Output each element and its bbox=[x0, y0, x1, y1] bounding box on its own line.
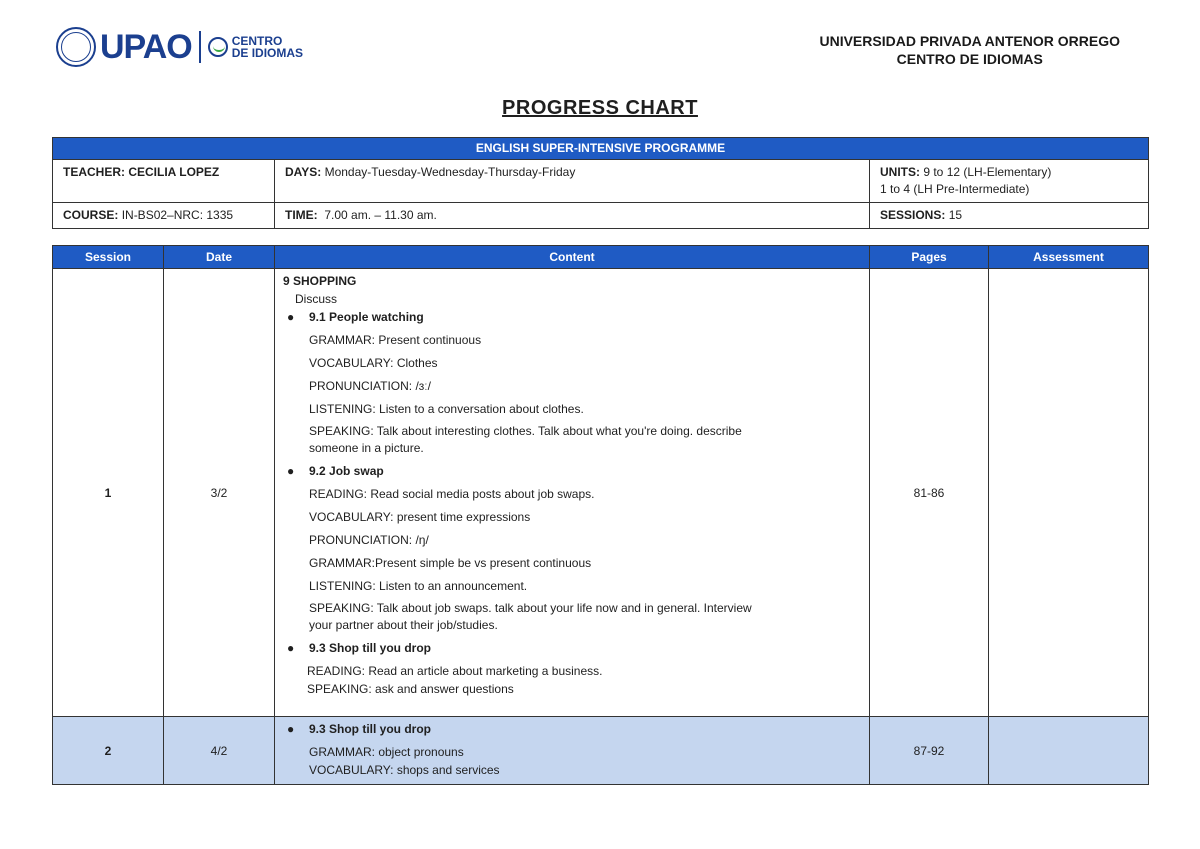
content-line: READING: Read social media posts about job swaps. bbox=[309, 487, 595, 501]
column-header-session: Session bbox=[53, 246, 164, 269]
content-line: someone in a picture. bbox=[309, 441, 424, 455]
lesson-heading: ● 9.1 People watching bbox=[287, 310, 424, 324]
teacher-cell: TEACHER: CECILIA LOPEZ bbox=[53, 160, 275, 203]
session-content bbox=[275, 717, 870, 785]
table-row bbox=[53, 269, 1149, 717]
content-line: GRAMMAR: Present continuous bbox=[309, 333, 482, 347]
session-date: 4/2 bbox=[164, 717, 275, 785]
bullet-icon: ● bbox=[287, 310, 295, 324]
session-assessment bbox=[989, 269, 1149, 717]
session-assessment bbox=[989, 717, 1149, 785]
progress-table bbox=[52, 245, 1149, 785]
content-line: SPEAKING: Talk about interesting clothes. Talk about what you're doing. describe bbox=[309, 424, 742, 438]
content-line: SPEAKING: Talk about job swaps. talk about your life now and in general. Interview bbox=[309, 601, 752, 615]
units-cell: UNITS: 9 to 12 (LH-Elementary) 1 to 4 (LH Pre-Intermediate) bbox=[870, 160, 1149, 203]
content-line: LISTENING: Listen to a conversation about clothes. bbox=[309, 402, 584, 416]
bullet-icon: ● bbox=[287, 722, 295, 736]
column-header-date: Date bbox=[164, 246, 275, 269]
session-date: 3/2 bbox=[164, 269, 275, 717]
lesson-heading: ● 9.3 Shop till you drop bbox=[287, 641, 432, 655]
content-line: GRAMMAR:Present simple be vs present continuous bbox=[309, 556, 592, 570]
session-content bbox=[275, 269, 870, 717]
content-line: VOCABULARY: Clothes bbox=[309, 356, 438, 370]
table-row bbox=[53, 717, 1149, 785]
university-name: UNIVERSIDAD PRIVADA ANTENOR ORREGO bbox=[819, 33, 1120, 49]
content-line: VOCABULARY: shops and services bbox=[309, 763, 500, 777]
column-header-content: Content bbox=[275, 246, 870, 269]
column-header-assessment: Assessment bbox=[989, 246, 1149, 269]
content-line: SPEAKING: ask and answer questions bbox=[307, 682, 514, 696]
session-number: 1 bbox=[53, 269, 164, 717]
university-seal-icon bbox=[56, 27, 96, 67]
content-line: READING: Read an article about marketing a business. bbox=[307, 664, 603, 678]
logo-subtitle: CENTRO DE IDIOMAS bbox=[231, 34, 304, 60]
page-title: PROGRESS CHART bbox=[502, 97, 698, 119]
content-line: PRONUNCIATION: /ŋ/ bbox=[309, 533, 429, 547]
content-line: PRONUNCIATION: /ɜː/ bbox=[309, 379, 431, 393]
programme-band: ENGLISH SUPER-INTENSIVE PROGRAMME bbox=[53, 138, 1149, 160]
logo-divider bbox=[199, 31, 201, 63]
session-pages: 81-86 bbox=[870, 269, 989, 717]
discuss-label: Discuss bbox=[295, 292, 338, 306]
session-number: 2 bbox=[53, 717, 164, 785]
course-info-table bbox=[52, 137, 1149, 229]
center-name: CENTRO DE IDIOMAS bbox=[896, 51, 1043, 67]
time-cell: TIME: 7.00 am. – 11.30 am. bbox=[275, 203, 870, 229]
bullet-icon: ● bbox=[287, 464, 295, 478]
content-line: LISTENING: Listen to an announcement. bbox=[309, 579, 528, 593]
language-center-icon bbox=[208, 37, 228, 57]
course-cell: COURSE: IN-BS02–NRC: 1335 bbox=[53, 203, 275, 229]
institution-heading bbox=[819, 32, 1120, 68]
content-line: GRAMMAR: object pronouns bbox=[309, 745, 464, 759]
session-pages: 87-92 bbox=[870, 717, 989, 785]
column-header-pages: Pages bbox=[870, 246, 989, 269]
days-cell: DAYS: Monday-Tuesday-Wednesday-Thursday-Friday bbox=[275, 160, 870, 203]
bullet-icon: ● bbox=[287, 641, 295, 655]
unit-title: 9 SHOPPING bbox=[283, 274, 357, 288]
lesson-heading: ● 9.3 Shop till you drop bbox=[287, 722, 432, 736]
content-line: VOCABULARY: present time expressions bbox=[309, 510, 531, 524]
sessions-cell: SESSIONS: 15 bbox=[870, 203, 1149, 229]
logo-name: UPAO bbox=[100, 27, 192, 66]
content-line: your partner about their job/studies. bbox=[309, 618, 498, 632]
lesson-heading: ● 9.2 Job swap bbox=[287, 464, 384, 478]
upao-logo bbox=[56, 22, 303, 72]
